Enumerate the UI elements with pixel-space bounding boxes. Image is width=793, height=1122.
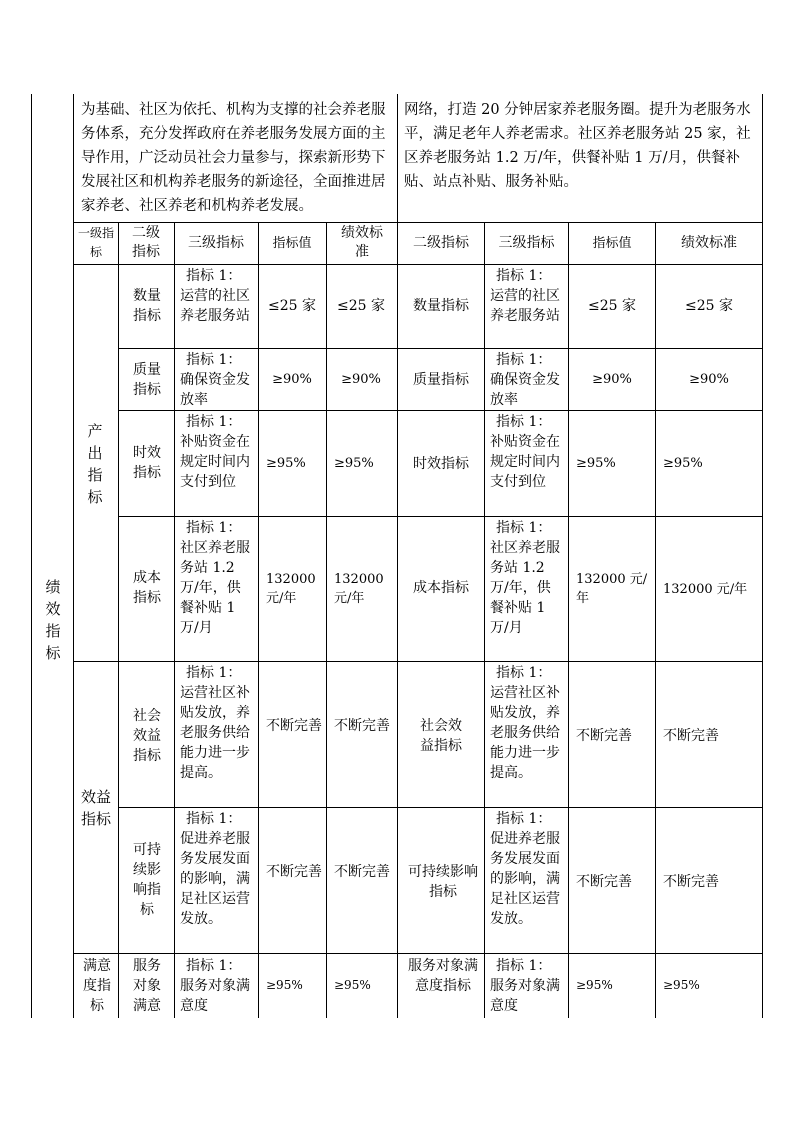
cell-l2: 可持续影响指标 (133, 842, 161, 918)
cell-value-b: ≥95% (576, 456, 616, 471)
rule (397, 94, 398, 1018)
cell-value: 不断完善 (266, 864, 322, 880)
cell-l2-b: 时效指标 (413, 456, 469, 472)
cell-l3-b: 指标 1：确保资金发放率 (490, 352, 560, 408)
goal-text-right: 网络，打造 20 分钟居家养老服务圈。提升为老服务水平，满足老年人养老需求。社区养老服务站 25 家，社区养老服务站 1.2 万/年，供餐补贴 1 万/月，供餐补贴、站点补贴、服务补贴。 (404, 102, 751, 190)
cell-standard-b: 不断完善 (663, 728, 719, 744)
cell-l2-b: 服务对象满意度指标 (408, 958, 478, 994)
cell-value-b: ≥95% (576, 978, 613, 992)
cell-l3-b: 指标 1：运营社区补贴发放，养老服务供给能力进一步提高。 (490, 665, 560, 781)
cell-value-b: 不断完善 (576, 728, 632, 744)
rule (174, 222, 175, 1018)
header-standard: 绩效标准 (341, 225, 383, 260)
cell-l2: 质量指标 (133, 362, 161, 398)
rule (326, 222, 327, 1018)
cell-l3: 指标 1：社区养老服务站 1.2 万/年，供餐补贴 1 万/月 (180, 520, 250, 636)
group-satisfaction: 满意度指标 (83, 958, 111, 1014)
cell-l2: 服务对象满意 (133, 958, 161, 1014)
rule (31, 94, 32, 1018)
cell-standard-b: ≥95% (663, 456, 703, 471)
cell-value: ≥90% (272, 372, 312, 387)
rule (73, 94, 74, 1018)
cell-standard: 不断完善 (334, 864, 390, 880)
cell-l3: 指标 1：服务对象满意度 (180, 958, 250, 1014)
header-level1: 一级指标 (77, 226, 114, 259)
cell-l2: 成本指标 (133, 570, 161, 606)
cell-l2: 时效指标 (133, 445, 161, 481)
group-output: 产出指标 (87, 422, 103, 506)
cell-standard-b: ≥95% (663, 978, 700, 992)
header-level2-b: 二级指标 (413, 235, 469, 251)
cell-l2-b: 质量指标 (413, 372, 469, 388)
cell-l3: 指标 1：补贴资金在规定时间内支付到位 (180, 414, 250, 490)
cell-standard: ≥95% (334, 456, 374, 471)
rule (73, 222, 762, 223)
cell-value-b: ≤25 家 (588, 298, 636, 314)
cell-value: ≥95% (266, 456, 306, 471)
cell-value-b: 132000 元/年 (576, 572, 648, 606)
cell-l3: 指标 1：确保资金发放率 (180, 352, 250, 408)
cell-standard-b: ≥90% (689, 372, 729, 387)
cell-l3: 指标 1：运营社区补贴发放，养老服务供给能力进一步提高。 (180, 665, 250, 781)
cell-l3: 指标 1：促进养老服务发展发面的影响，满足社区运营发放。 (180, 811, 250, 927)
header-standard-b: 绩效标准 (681, 235, 737, 251)
rule (118, 222, 119, 1018)
goal-text-left: 为基础、社区为依托、机构为支撑的社会养老服务体系，充分发挥政府在养老服务发展方面的主导作用，广泛动员社会力量参与，探索新形势下发展社区和机构养老服务的新途径，全面推进居家养老、社区养老和机构养老发展。 (81, 102, 386, 214)
rule (762, 94, 763, 1018)
rule (258, 222, 259, 1018)
cell-l2-b: 数量指标 (413, 298, 469, 314)
cell-l3-b: 指标 1：服务对象满意度 (490, 958, 560, 1014)
cell-standard-b: ≤25 家 (685, 298, 733, 314)
cell-l3-b: 指标 1：补贴资金在规定时间内支付到位 (490, 414, 560, 490)
rule (73, 661, 762, 662)
cell-l3-b: 指标 1：运营的社区养老服务站 (490, 268, 560, 324)
cell-standard: ≥95% (334, 978, 371, 992)
cell-value-b: 不断完善 (576, 874, 632, 890)
cell-l3-b: 指标 1：社区养老服务站 1.2 万/年，供餐补贴 1 万/月 (490, 520, 560, 636)
header-level3-b: 三级指标 (498, 235, 555, 251)
cell-l2: 社会效益指标 (133, 708, 161, 764)
cell-l3: 指标 1：运营的社区养老服务站 (180, 268, 250, 324)
cell-l2: 数量指标 (133, 288, 161, 324)
header-value: 指标值 (272, 236, 312, 251)
cell-value: 132000 元/年 (266, 572, 316, 606)
rule (73, 953, 762, 954)
cell-standard-b: 不断完善 (663, 874, 719, 890)
group-benefit: 效益指标 (80, 788, 111, 828)
rule (118, 516, 762, 517)
rule (73, 264, 762, 265)
rule (118, 410, 762, 411)
cell-value: ≥95% (266, 978, 303, 992)
cell-value-b: ≥90% (592, 372, 632, 387)
cell-l2-b: 社会效益指标 (420, 718, 462, 754)
cell-standard: ≤25 家 (337, 298, 385, 314)
section-label-performance: 绩效指标 (45, 578, 61, 662)
header-level3: 三级指标 (188, 235, 244, 251)
cell-value: 不断完善 (266, 718, 322, 734)
rule (568, 222, 569, 1018)
rule (484, 222, 485, 1018)
header-level2: 二级指标 (132, 225, 160, 260)
cell-l2-b: 可持续影响指标 (408, 864, 478, 900)
header-value-b: 指标值 (592, 236, 632, 251)
cell-standard: 132000 元/年 (334, 572, 384, 606)
cell-standard: ≥90% (341, 372, 381, 387)
cell-value: ≤25 家 (268, 298, 316, 314)
cell-l3-b: 指标 1：促进养老服务发展发面的影响，满足社区运营发放。 (490, 811, 560, 927)
rule (118, 807, 762, 808)
cell-l2-b: 成本指标 (413, 580, 469, 596)
rule (118, 348, 762, 349)
cell-standard-b: 132000 元/年 (663, 582, 748, 597)
cell-standard: 不断完善 (334, 718, 390, 734)
rule (655, 222, 656, 1018)
